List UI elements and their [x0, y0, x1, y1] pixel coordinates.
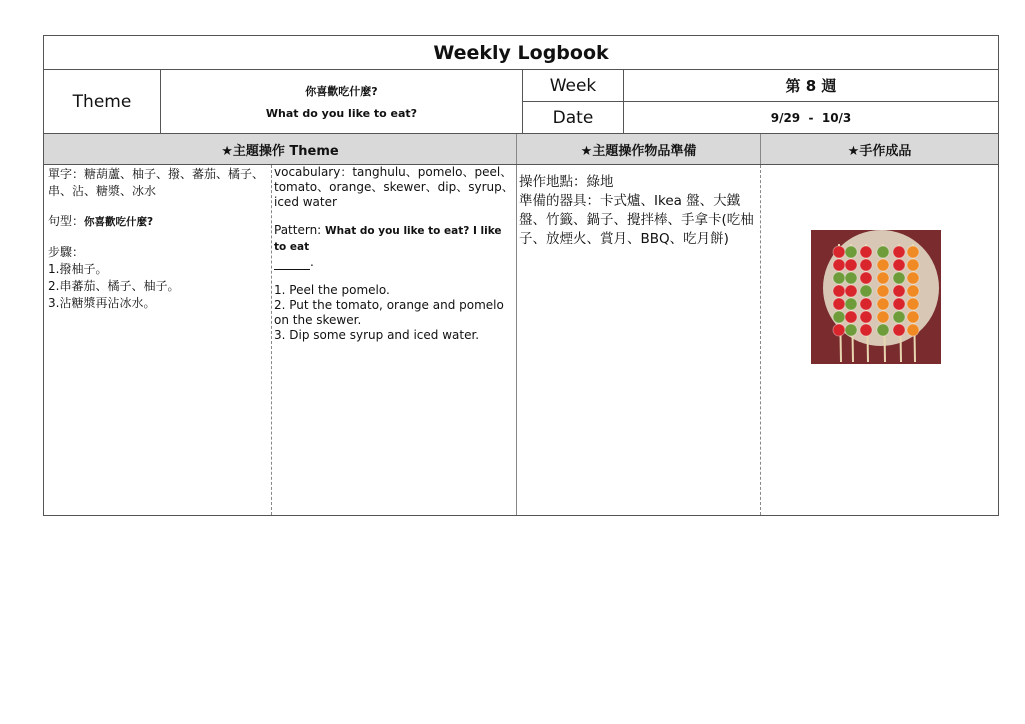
candied-fruit [833, 272, 845, 284]
candied-fruit [877, 259, 889, 271]
candied-fruit [860, 324, 872, 336]
candied-fruit [833, 246, 845, 258]
candied-fruit [877, 246, 889, 258]
tanghulu-photo-graphic [811, 230, 941, 364]
english-step: 3. Dip some syrup and iced water. [274, 328, 480, 342]
logbook-table [43, 35, 999, 516]
pattern-blank-line [274, 259, 310, 270]
english-pattern: Pattern: What do you like to eat? I like to eat . [274, 223, 502, 269]
theme-english: What do you like to eat? [265, 107, 418, 120]
candied-fruit [860, 272, 872, 284]
candied-fruit [833, 285, 845, 297]
candied-fruit [845, 272, 857, 284]
english-pattern-label: Pattern: [274, 223, 322, 237]
theme-label: Theme [44, 70, 161, 133]
candied-fruit [907, 272, 919, 284]
candied-fruit [833, 311, 845, 323]
candied-fruit [860, 259, 872, 271]
tanghulu-photo [811, 230, 941, 364]
chinese-steps-label: 步驟： [48, 245, 85, 259]
section-header-row [44, 133, 998, 165]
chinese-column [44, 165, 272, 515]
candied-fruit [877, 272, 889, 284]
candied-fruit [877, 324, 889, 336]
theme-chinese: 你喜歡吃什麼? [305, 85, 378, 98]
week-value: 第 8 週 [624, 70, 998, 102]
content-row [44, 165, 998, 515]
chinese-step: 1.撥柚子。 [48, 262, 108, 276]
candied-fruit [907, 298, 919, 310]
candied-fruit [833, 298, 845, 310]
week-label: Week [523, 70, 624, 102]
candied-fruit [893, 246, 905, 258]
candied-fruit [845, 324, 857, 336]
candied-fruit [907, 259, 919, 271]
english-pattern-text: What do you like to eat? I like to eat [274, 225, 502, 253]
candied-fruit [860, 285, 872, 297]
materials-column [517, 165, 761, 515]
candied-fruit [845, 246, 857, 258]
candied-fruit [877, 298, 889, 310]
materials-header: ★主題操作物品準備 [517, 134, 761, 164]
candied-fruit [860, 311, 872, 323]
candied-fruit [893, 311, 905, 323]
chinese-pattern-label: 句型： [48, 214, 85, 228]
theme-operation-header: ★主題操作 Theme [44, 134, 517, 164]
candied-fruit [845, 259, 857, 271]
candied-fruit [907, 311, 919, 323]
candied-fruit [907, 246, 919, 258]
candied-fruit [877, 311, 889, 323]
candied-fruit [877, 285, 889, 297]
english-vocabulary: vocabulary：tanghulu、pomelo、peel、tomato、orange、skewer、dip、syrup、iced water [274, 165, 514, 209]
chinese-vocabulary: 單字：糖葫蘆、柚子、撥、蕃茄、橘子、串、沾、糖漿、冰水 [48, 167, 265, 198]
candied-fruit [907, 285, 919, 297]
candied-fruit [845, 311, 857, 323]
prepared-tools: 準備的器具：卡式爐、Ikea 盤、大鐵盤、竹籤、鍋子、攪拌棒、手拿卡(吃柚子、放煙火、賞月、BBQ、吃月餅) [519, 193, 754, 247]
candied-fruit [845, 285, 857, 297]
candied-fruit [833, 259, 845, 271]
logbook-title: Weekly Logbook [44, 36, 998, 70]
product-column [761, 165, 998, 515]
candied-fruit [893, 272, 905, 284]
operation-location: 操作地點：綠地 [519, 174, 614, 190]
chinese-pattern-text: 你喜歡吃什麼? [84, 216, 154, 228]
candied-fruit [845, 298, 857, 310]
product-header: ★手作成品 [847, 143, 912, 159]
date-label: Date [523, 102, 624, 133]
candied-fruit [860, 298, 872, 310]
candied-fruit [893, 324, 905, 336]
candied-fruit [833, 324, 845, 336]
candied-fruit [893, 259, 905, 271]
candied-fruit [893, 285, 905, 297]
theme-value [161, 70, 523, 133]
chinese-step: 2.串蕃茄、橘子、柚子。 [48, 279, 180, 293]
english-column [272, 165, 517, 515]
chinese-pattern [48, 213, 267, 231]
date-value: 9/29 - 10/3 [770, 110, 852, 125]
candied-fruit [907, 324, 919, 336]
candied-fruit [860, 246, 872, 258]
english-step: 2. Put the tomato, orange and pomelo on the skewer. [274, 298, 504, 327]
english-step: 1. Peel the pomelo. [274, 283, 390, 297]
chinese-step: 3.沾糖漿再沾冰水。 [48, 296, 156, 310]
candied-fruit [893, 298, 905, 310]
